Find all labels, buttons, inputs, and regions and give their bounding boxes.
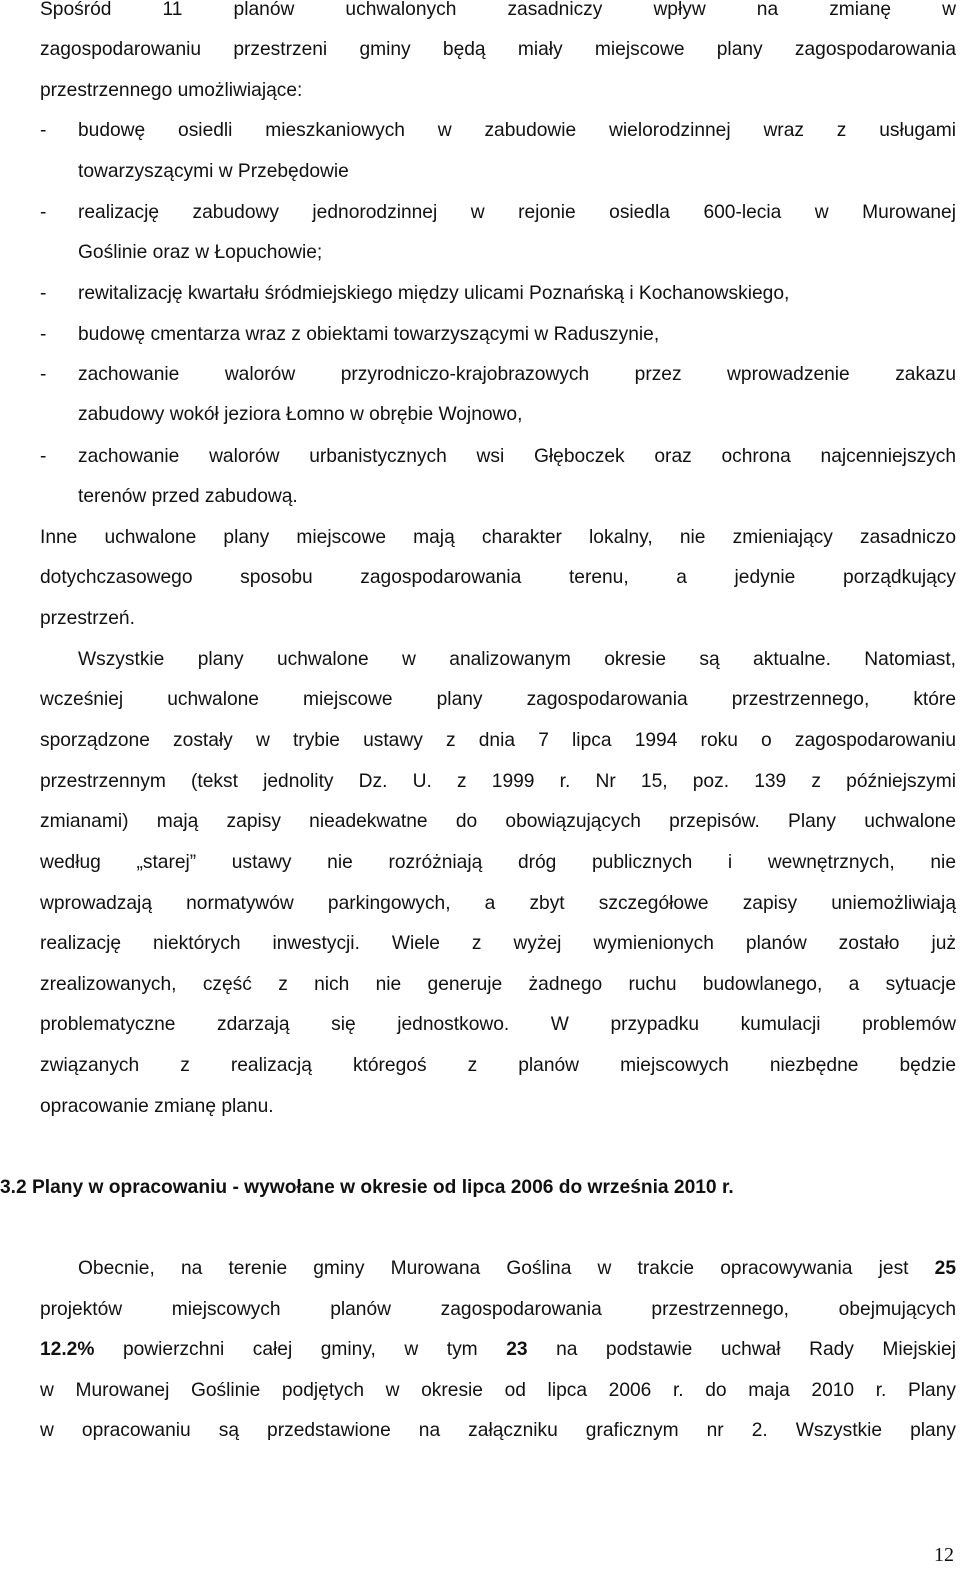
paragraph-3-line-5: zmianami) mają zapisy nieadekwatne do obowiązujących przepisów. Plany uchwalone	[40, 811, 956, 832]
bullet-5-line-2: zabudowy wokół jeziora Łomno w obrębie Wojnowo,	[78, 404, 523, 425]
paragraph-4-text: powierzchni całej gminy, w tym	[122, 1339, 478, 1360]
paragraph-3-line-3: sporządzone zostały w trybie ustawy z dnia 7 lipca 1994 roku o zagospodarowaniu	[40, 730, 956, 751]
paragraph-4-line-3	[40, 1335, 956, 1365]
bullet-5-line-1: zachowanie walorów przyrodniczo-krajobrazowych przez wprowadzenie zakazu	[78, 364, 956, 385]
bullet-dash: -	[40, 364, 47, 385]
paragraph-4-line-4: w Murowanej Goślinie podjętych w okresie od lipca 2006 r. do maja 2010 r. Plany	[40, 1380, 956, 1401]
paragraph-2-line-1: Inne uchwalone plany miejscowe mają charakter lokalny, nie zmieniający zasadniczo	[40, 527, 956, 548]
bullet-6-line-2: terenów przed zabudową.	[78, 486, 298, 507]
paragraph-4-text: na podstawie uchwał Rady Miejskiej	[556, 1339, 956, 1360]
paragraph-3-line-7: wprowadzają normatywów parkingowych, a zbyt szczegółowe zapisy uniemożliwiają	[40, 893, 956, 914]
bullet-dash: -	[40, 202, 47, 223]
bullet-2-line-2: Goślinie oraz w Łopuchowie;	[78, 242, 323, 263]
resolutions-count: 23	[506, 1339, 528, 1360]
paragraph-2-line-2: dotychczasowego sposobu zagospodarowania terenu, a jedynie porządkujący	[40, 567, 956, 588]
bullet-dash: -	[40, 324, 47, 345]
page-number: 12	[934, 1544, 954, 1566]
paragraph-3-line-1: Wszystkie plany uchwalone w analizowanym okresie są aktualne. Natomiast,	[78, 649, 956, 670]
bullet-6-line-1: zachowanie walorów urbanistycznych wsi Głęboczek oraz ochrona najcenniejszych	[78, 446, 956, 467]
paragraph-1-line-3: przestrzennego umożliwiające:	[40, 80, 303, 101]
paragraph-2-line-3: przestrzeń.	[40, 608, 135, 629]
area-percentage: 12.2%	[40, 1339, 95, 1360]
paragraph-4-text: Obecnie, na terenie gminy Murowana Goślina w trakcie opracowywania jest	[78, 1258, 909, 1279]
section-heading: 3.2 Plany w opracowaniu - wywołane w okresie od lipca 2006 do września 2010 r.	[0, 1177, 734, 1198]
paragraph-3-line-2: wcześniej uchwalone miejscowe plany zagospodarowania przestrzennego, które	[40, 689, 956, 710]
paragraph-3-line-6: według „starej” ustawy nie rozróżniają dróg publicznych i wewnętrznych, nie	[40, 852, 956, 873]
paragraph-3-line-9: zrealizowanych, część z nich nie generuje żadnego ruchu budowlanego, a sytuacje	[40, 974, 956, 995]
bullet-dash: -	[40, 283, 47, 304]
paragraph-4-line-1	[78, 1254, 956, 1284]
paragraph-1-line-1: Spośród 11 planów uchwalonych zasadniczy wpływ na zmianę w	[40, 0, 956, 20]
paragraph-3-line-11: związanych z realizacją któregoś z planów miejscowych niezbędne będzie	[40, 1055, 956, 1076]
paragraph-1-line-2: zagospodarowaniu przestrzeni gminy będą miały miejscowe plany zagospodarowania	[40, 39, 956, 60]
paragraph-3-line-12: opracowanie zmianę planu.	[40, 1096, 274, 1117]
bullet-dash: -	[40, 446, 47, 467]
bullet-1-line-2: towarzyszącymi w Przebędowie	[78, 161, 349, 182]
bullet-1-line-1: budowę osiedli mieszkaniowych w zabudowie wielorodzinnej wraz z usługami	[78, 120, 956, 141]
bullet-2-line-1: realizację zabudowy jednorodzinnej w rejonie osiedla 600-lecia w Murowanej	[78, 202, 956, 223]
paragraph-3-line-8: realizację niektórych inwestycji. Wiele z wyżej wymienionych planów zostało już	[40, 933, 956, 954]
bullet-3-line-1: rewitalizację kwartału śródmiejskiego między ulicami Poznańską i Kochanowskiego,	[78, 283, 790, 304]
bullet-dash: -	[40, 120, 47, 141]
paragraph-4-line-5: w opracowaniu są przedstawione na załączniku graficznym nr 2. Wszystkie plany	[40, 1420, 956, 1441]
projects-count: 25	[934, 1258, 956, 1279]
paragraph-3-line-4: przestrzennym (tekst jednolity Dz. U. z 1999 r. Nr 15, poz. 139 z późniejszymi	[40, 771, 956, 792]
bullet-4-line-1: budowę cmentarza wraz z obiektami towarzyszącymi w Raduszynie,	[78, 324, 660, 345]
paragraph-4-line-2: projektów miejscowych planów zagospodarowania przestrzennego, obejmujących	[40, 1299, 956, 1320]
paragraph-3-line-10: problematyczne zdarzają się jednostkowo. W przypadku kumulacji problemów	[40, 1014, 956, 1035]
